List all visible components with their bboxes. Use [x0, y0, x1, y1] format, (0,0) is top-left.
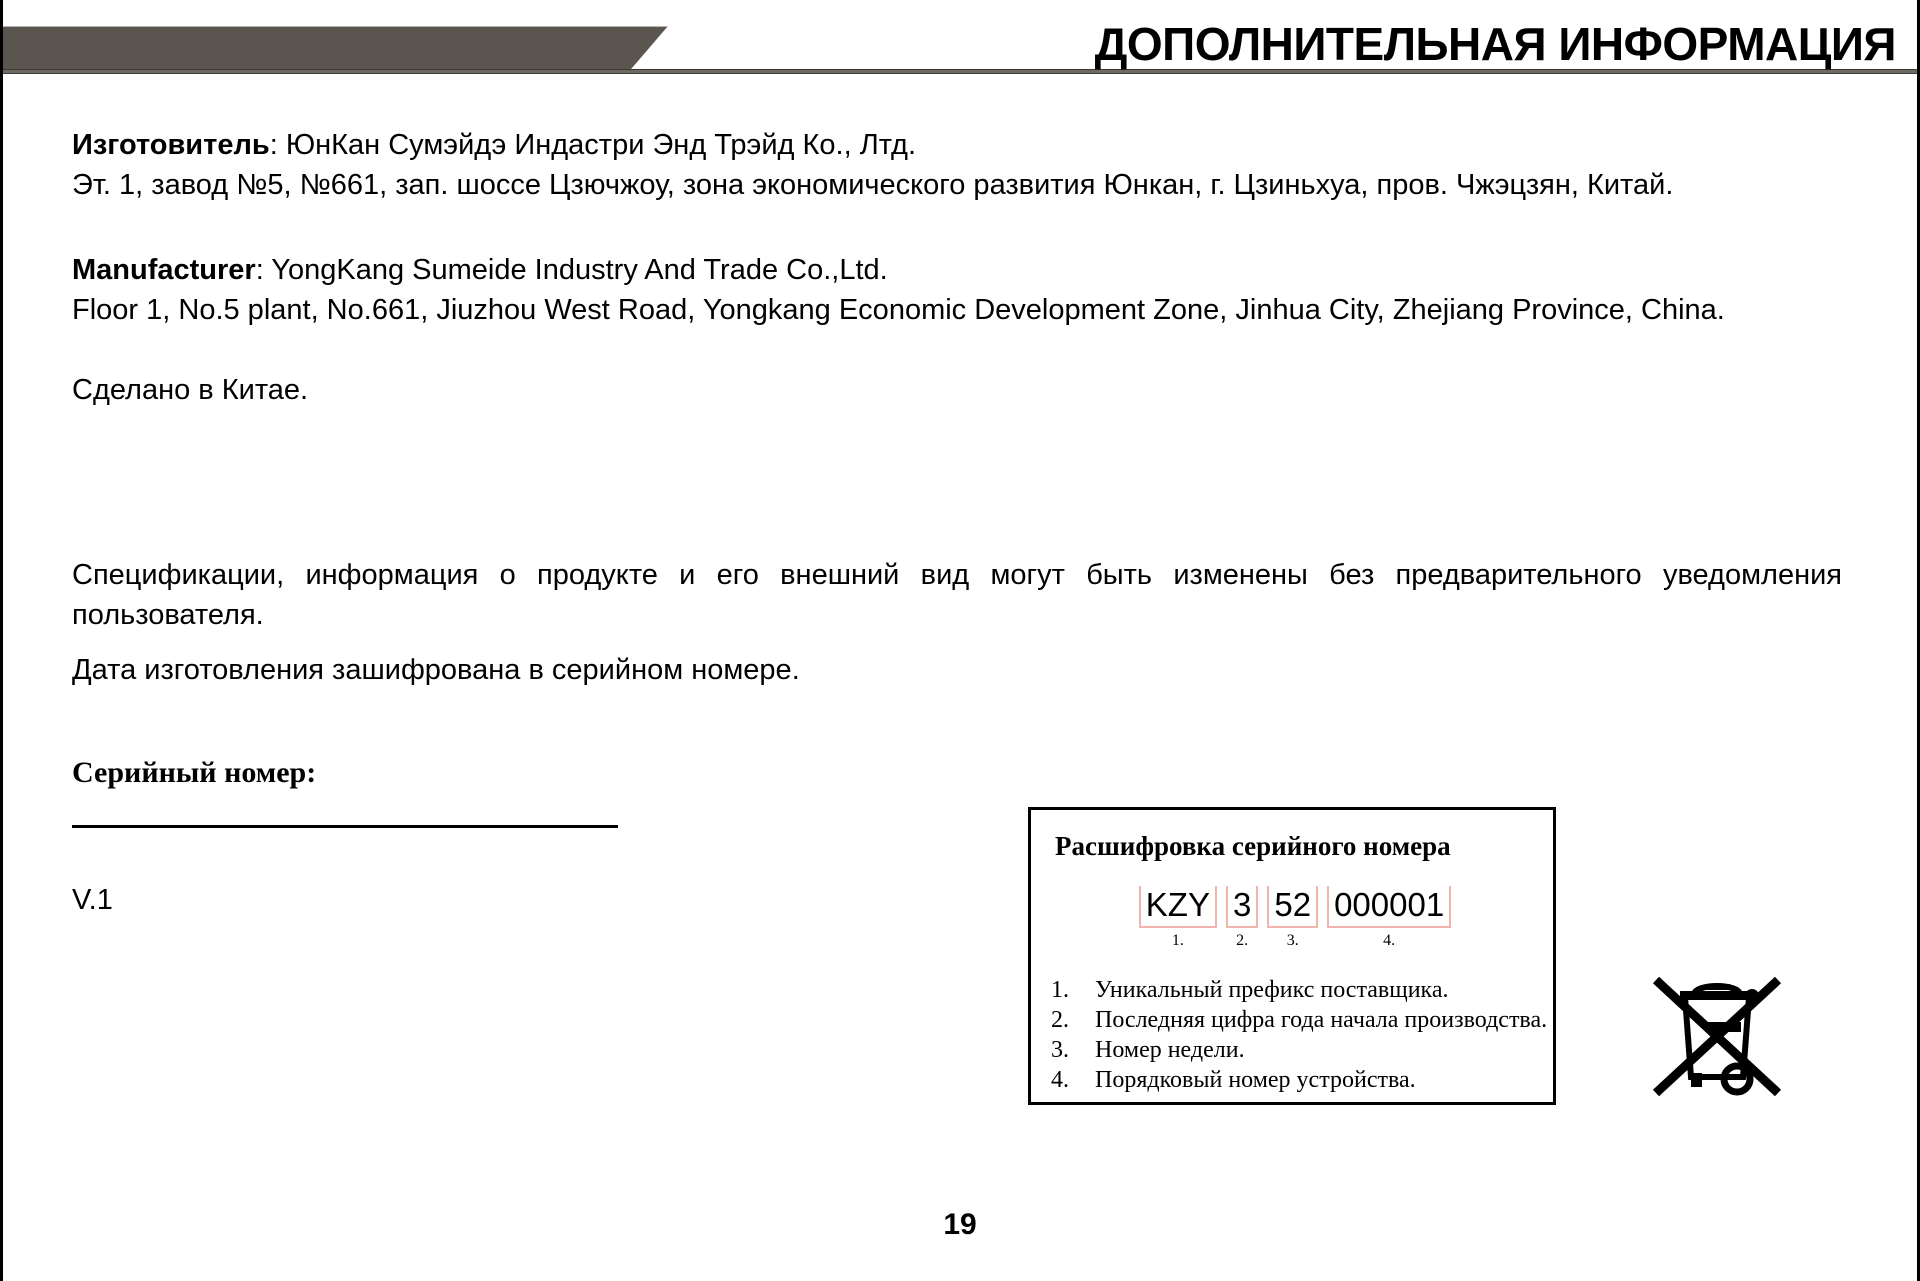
list-item-number: 1.: [1051, 977, 1069, 1003]
specs-notice-block: [72, 555, 1856, 635]
serial-number-heading: Серийный номер:: [72, 756, 317, 789]
manufacturer-en-label: Manufacturer: [72, 254, 256, 286]
serial-segment-index: 3.: [1286, 932, 1299, 949]
list-item-text: Уникальный префикс поставщика.: [1095, 977, 1449, 1003]
serial-number-writein-line: [72, 825, 618, 828]
specs-notice-text: Спецификации, информация о продукте и его внешний вид могут быть изменены без предварительного уведомления пользователя.: [72, 559, 1842, 631]
manufacturer-ru-block: [72, 125, 1856, 205]
made-in-text: Сделано в Китае.: [72, 374, 309, 406]
page-number: 19: [943, 1208, 977, 1241]
list-item-number: 4.: [1051, 1067, 1069, 1093]
list-item: [1051, 1035, 1543, 1065]
manufacturer-ru-name: : ЮнКан Сумэйдэ Индастри Энд Трэйд Ко., Лтд.: [269, 129, 917, 161]
page-header: [0, 0, 1920, 100]
serial-decode-title: Расшифровка серийного номера: [1055, 831, 1451, 861]
serial-decode-legend: [1051, 975, 1548, 1095]
manufacturer-ru-name-line: [72, 125, 1842, 165]
list-item-number: 2.: [1051, 1007, 1069, 1033]
serial-segment-value: KZY: [1139, 886, 1217, 928]
list-item: [1051, 1065, 1543, 1095]
serial-decode-box: [1028, 807, 1556, 1105]
page-title: ДОПОЛНИТЕЛЬНАЯ ИНФОРМАЦИЯ: [1094, 18, 1896, 70]
list-item-number: 3.: [1051, 1037, 1069, 1063]
serial-sample: [1031, 886, 1559, 951]
crossed-out-wheelie-bin-icon: [1642, 965, 1792, 1100]
serial-segment: [1139, 886, 1217, 951]
date-notice-text: Дата изготовления зашифрована в серийном номере.: [72, 654, 800, 686]
serial-segment-value: 000001: [1327, 886, 1451, 928]
list-item: [1051, 975, 1543, 1005]
serial-segment: [1267, 886, 1318, 951]
manufacturer-en-block: [72, 250, 1856, 330]
list-item-text: Последняя цифра года начала производства.: [1095, 1007, 1548, 1033]
manufacturer-ru-address: Эт. 1, завод №5, №661, зап. шоссе Цзючжоу, зона экономического развития Юнкан, г. Цзиньхуа, пров. Чжэцзян, Китай.: [72, 169, 1674, 201]
serial-segment: [1226, 886, 1258, 951]
made-in-block: [72, 370, 1856, 410]
serial-segment-value: 3: [1226, 886, 1258, 928]
serial-segment-value: 52: [1267, 886, 1318, 928]
document-version: V.1: [72, 884, 113, 916]
list-item: [1051, 1005, 1548, 1035]
serial-segment: [1327, 886, 1451, 951]
serial-segment-index: 2.: [1236, 932, 1249, 949]
serial-segment-index: 1.: [1171, 932, 1184, 949]
list-item-text: Номер недели.: [1095, 1037, 1245, 1063]
date-notice-block: [72, 650, 1856, 690]
manufacturer-en-name-line: [72, 250, 1842, 290]
manufacturer-en-name: : YongKang Sumeide Industry And Trade Co.,Ltd.: [255, 254, 888, 286]
manufacturer-en-address: Floor 1, No.5 plant, No.661, Jiuzhou West Road, Yongkang Economic Development Zone, Jinhua City, Zhejiang Province, China.: [72, 294, 1725, 326]
header-accent-band: [0, 26, 668, 73]
manufacturer-ru-label: Изготовитель: [72, 129, 270, 161]
list-item-text: Порядковый номер устройства.: [1095, 1067, 1416, 1093]
serial-segment-index: 4.: [1383, 932, 1396, 949]
